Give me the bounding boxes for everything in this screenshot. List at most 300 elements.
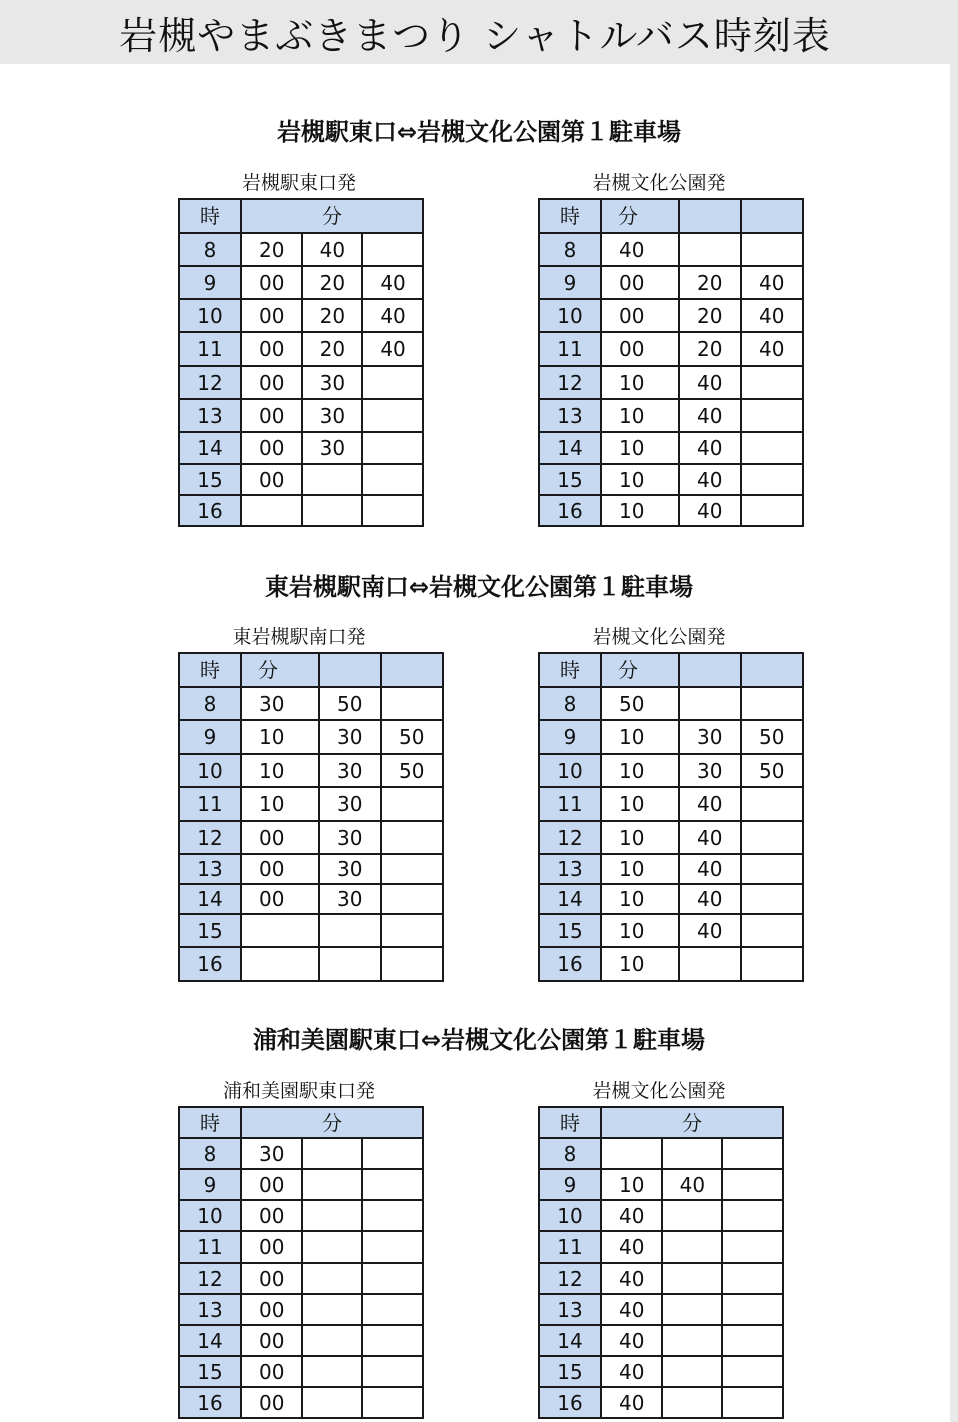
minute-cell: 10 <box>601 914 679 947</box>
table-row <box>539 432 803 464</box>
table-caption: 岩槻文化公園発 <box>592 172 726 194</box>
minute-cell <box>722 1263 783 1294</box>
table-row <box>539 754 803 787</box>
minute-cell: 10 <box>601 884 679 914</box>
minute-cell: 40 <box>302 233 363 266</box>
minute-cell: 00 <box>241 821 319 854</box>
table-row <box>539 233 803 266</box>
minute-cell: 30 <box>319 854 381 884</box>
hour-cell: 16 <box>539 1387 601 1418</box>
minute-cell: 40 <box>679 787 741 821</box>
table-row <box>539 299 803 332</box>
table-row <box>539 821 803 854</box>
minute-cell: 40 <box>741 266 803 299</box>
hour-cell: 10 <box>179 754 241 787</box>
minute-cell <box>362 1200 423 1231</box>
hour-cell: 12 <box>539 1263 601 1294</box>
hour-cell: 16 <box>539 947 601 981</box>
table-row <box>539 332 803 366</box>
table-row <box>179 1231 423 1263</box>
minute-cell <box>381 884 443 914</box>
minute-cell <box>381 914 443 947</box>
table-row <box>179 914 443 947</box>
minute-cell <box>662 1231 723 1263</box>
minute-cell: 10 <box>601 464 679 495</box>
minute-cell: 20 <box>302 299 363 332</box>
minute-cell: 40 <box>601 1356 662 1387</box>
minute-cell: 20 <box>302 332 363 366</box>
minute-cell: 40 <box>601 1294 662 1325</box>
minute-cell: 40 <box>679 464 741 495</box>
minute-cell <box>381 947 443 981</box>
hour-cell: 15 <box>179 1356 241 1387</box>
minute-cell: 30 <box>302 432 363 464</box>
hour-cell: 13 <box>179 1294 241 1325</box>
table-row <box>179 233 423 266</box>
minute-cell: 30 <box>302 399 363 432</box>
minute-cell <box>362 1325 423 1356</box>
minute-cell: 40 <box>741 299 803 332</box>
minute-cell: 40 <box>362 332 423 366</box>
minute-cell <box>362 1263 423 1294</box>
header-empty-cell <box>741 653 803 687</box>
table-header-row <box>539 1107 783 1138</box>
hour-cell: 14 <box>539 884 601 914</box>
minute-cell: 00 <box>241 1263 302 1294</box>
section-title-iwatsuki-east: 岩槻駅東口⇔岩槻文化公園第１駐車場 <box>276 118 682 146</box>
minute-cell: 40 <box>679 884 741 914</box>
header-empty-cell <box>319 653 381 687</box>
minute-cell <box>302 1263 363 1294</box>
minute-cell <box>741 947 803 981</box>
hour-cell: 8 <box>179 1138 241 1169</box>
table-row <box>539 1200 783 1231</box>
minute-cell <box>679 687 741 720</box>
table-row <box>539 1263 783 1294</box>
hour-cell: 9 <box>539 1169 601 1200</box>
right-edge-strip <box>950 0 958 1422</box>
hour-cell: 13 <box>539 1294 601 1325</box>
minute-cell: 00 <box>241 1231 302 1263</box>
minute-cell <box>302 1294 363 1325</box>
minute-cell <box>741 884 803 914</box>
minute-cell: 10 <box>241 787 319 821</box>
minute-cell: 00 <box>241 266 302 299</box>
minute-cell: 40 <box>362 299 423 332</box>
table-row <box>179 366 423 399</box>
minute-cell <box>362 495 423 526</box>
minute-cell: 30 <box>319 787 381 821</box>
minute-cell: 10 <box>601 432 679 464</box>
table-row <box>539 854 803 884</box>
minute-cell <box>362 366 423 399</box>
hour-cell: 13 <box>179 399 241 432</box>
minute-cell: 50 <box>381 754 443 787</box>
minute-cell: 40 <box>601 233 679 266</box>
minute-cell <box>302 495 363 526</box>
table-header-row <box>179 653 443 687</box>
minute-cell <box>662 1263 723 1294</box>
minute-cell: 00 <box>241 332 302 366</box>
hour-cell: 11 <box>179 1231 241 1263</box>
header-minute: 分 <box>241 1107 423 1138</box>
minute-cell: 30 <box>302 366 363 399</box>
minute-cell: 40 <box>679 914 741 947</box>
hour-cell: 14 <box>179 884 241 914</box>
minute-cell <box>381 821 443 854</box>
table-row <box>179 1263 423 1294</box>
table-row <box>539 495 803 526</box>
minute-cell <box>302 1356 363 1387</box>
minute-cell: 40 <box>679 821 741 854</box>
minute-cell: 20 <box>241 233 302 266</box>
minute-cell: 00 <box>241 432 302 464</box>
hour-cell: 8 <box>539 1138 601 1169</box>
section-title-urawa-misono-east: 浦和美園駅東口⇔岩槻文化公園第１駐車場 <box>252 1026 706 1054</box>
table-row <box>179 1294 423 1325</box>
timetable <box>538 198 804 527</box>
hour-cell: 9 <box>179 266 241 299</box>
minute-cell: 10 <box>241 720 319 754</box>
minute-cell: 50 <box>601 687 679 720</box>
minute-cell <box>362 1169 423 1200</box>
hour-cell: 9 <box>179 720 241 754</box>
minute-cell <box>741 495 803 526</box>
hour-cell: 11 <box>179 787 241 821</box>
minute-cell: 00 <box>241 1294 302 1325</box>
minute-cell <box>362 1356 423 1387</box>
hour-cell: 15 <box>179 914 241 947</box>
hour-cell: 16 <box>179 495 241 526</box>
table-row <box>179 266 423 299</box>
header-empty-cell <box>679 199 741 233</box>
minute-cell: 10 <box>601 947 679 981</box>
minute-cell: 30 <box>241 687 319 720</box>
minute-cell: 50 <box>741 720 803 754</box>
minute-cell: 30 <box>679 754 741 787</box>
table-row <box>179 464 423 495</box>
minute-cell: 10 <box>241 754 319 787</box>
table-row <box>179 884 443 914</box>
timetable <box>538 1106 784 1419</box>
table-row <box>539 884 803 914</box>
minute-cell: 40 <box>679 399 741 432</box>
minute-cell <box>722 1169 783 1200</box>
minute-cell: 40 <box>601 1200 662 1231</box>
hour-cell: 8 <box>179 687 241 720</box>
hour-cell: 12 <box>179 366 241 399</box>
minute-cell: 00 <box>241 1356 302 1387</box>
minute-cell <box>302 1138 363 1169</box>
hour-cell: 15 <box>179 464 241 495</box>
minute-cell: 40 <box>741 332 803 366</box>
minute-cell: 00 <box>241 464 302 495</box>
minute-cell <box>741 821 803 854</box>
table-row <box>539 1325 783 1356</box>
minute-cell: 40 <box>601 1231 662 1263</box>
minute-cell <box>381 687 443 720</box>
minute-cell: 30 <box>241 1138 302 1169</box>
table-row <box>539 687 803 720</box>
table-row <box>539 266 803 299</box>
minute-cell: 10 <box>601 495 679 526</box>
minute-cell <box>662 1356 723 1387</box>
header-hour: 時 <box>179 199 241 233</box>
table-row <box>539 947 803 981</box>
minute-cell: 40 <box>679 432 741 464</box>
minute-cell: 20 <box>302 266 363 299</box>
minute-cell <box>722 1200 783 1231</box>
header-hour: 時 <box>539 1107 601 1138</box>
timetable <box>178 198 424 527</box>
minute-cell: 40 <box>601 1387 662 1418</box>
minute-cell: 20 <box>679 266 741 299</box>
minute-cell <box>741 854 803 884</box>
minute-cell: 10 <box>601 1169 662 1200</box>
table-row <box>179 1200 423 1231</box>
table-row <box>179 495 423 526</box>
minute-cell: 20 <box>679 332 741 366</box>
minute-cell <box>662 1200 723 1231</box>
minute-cell <box>302 1387 363 1418</box>
header-minute: 分 <box>601 1107 783 1138</box>
minute-cell: 00 <box>601 299 679 332</box>
minute-cell <box>319 914 381 947</box>
hour-cell: 15 <box>539 1356 601 1387</box>
table-row <box>179 399 423 432</box>
minute-cell <box>741 787 803 821</box>
hour-cell: 11 <box>179 332 241 366</box>
minute-cell <box>722 1356 783 1387</box>
header-hour: 時 <box>539 199 601 233</box>
hour-cell: 12 <box>179 1263 241 1294</box>
hour-cell: 10 <box>539 299 601 332</box>
hour-cell: 8 <box>539 233 601 266</box>
minute-cell <box>722 1231 783 1263</box>
minute-cell <box>662 1325 723 1356</box>
table-row <box>539 366 803 399</box>
minute-cell <box>381 787 443 821</box>
hour-cell: 16 <box>539 495 601 526</box>
minute-cell: 30 <box>319 720 381 754</box>
minute-cell: 30 <box>319 754 381 787</box>
table-header-row <box>179 199 423 233</box>
minute-cell <box>741 914 803 947</box>
table-row <box>539 914 803 947</box>
table-caption: 岩槻駅東口発 <box>241 172 356 194</box>
minute-cell: 10 <box>601 821 679 854</box>
minute-cell: 00 <box>241 1387 302 1418</box>
hour-cell: 11 <box>539 332 601 366</box>
minute-cell: 00 <box>241 884 319 914</box>
table-caption: 浦和美園駅東口発 <box>222 1080 375 1102</box>
minute-cell <box>302 1200 363 1231</box>
table-row <box>179 432 423 464</box>
hour-cell: 10 <box>539 1200 601 1231</box>
hour-cell: 11 <box>539 1231 601 1263</box>
minute-cell: 00 <box>241 366 302 399</box>
minute-cell <box>362 432 423 464</box>
minute-cell <box>741 687 803 720</box>
table-row <box>539 1231 783 1263</box>
minute-cell <box>662 1138 723 1169</box>
table-row <box>179 720 443 754</box>
minute-cell <box>362 1138 423 1169</box>
minute-cell: 50 <box>319 687 381 720</box>
header-empty-cell <box>381 653 443 687</box>
minute-cell <box>362 233 423 266</box>
minute-cell <box>741 464 803 495</box>
minute-cell: 00 <box>241 1325 302 1356</box>
minute-cell: 40 <box>362 266 423 299</box>
table-row <box>539 399 803 432</box>
table-row <box>539 787 803 821</box>
header-empty-cell <box>679 653 741 687</box>
hour-cell: 16 <box>179 1387 241 1418</box>
hour-cell: 15 <box>539 914 601 947</box>
hour-cell: 16 <box>179 947 241 981</box>
minute-cell: 30 <box>319 884 381 914</box>
table-row <box>179 854 443 884</box>
hour-cell: 14 <box>539 432 601 464</box>
hour-cell: 10 <box>179 299 241 332</box>
minute-cell <box>302 1325 363 1356</box>
table-row <box>179 947 443 981</box>
minute-cell <box>302 1169 363 1200</box>
table-row <box>179 1169 423 1200</box>
table-row <box>539 1138 783 1169</box>
hour-cell: 13 <box>179 854 241 884</box>
minute-cell: 00 <box>241 399 302 432</box>
hour-cell: 12 <box>539 366 601 399</box>
hour-cell: 9 <box>539 720 601 754</box>
header-hour: 時 <box>179 1107 241 1138</box>
table-row <box>539 1294 783 1325</box>
table-header-row <box>179 1107 423 1138</box>
minute-cell: 00 <box>241 1200 302 1231</box>
hour-cell: 12 <box>539 821 601 854</box>
table-row <box>179 1356 423 1387</box>
hour-cell: 9 <box>179 1169 241 1200</box>
section-title-higashi-iwatsuki-south: 東岩槻駅南口⇔岩槻文化公園第１駐車場 <box>264 573 694 601</box>
minute-cell <box>722 1138 783 1169</box>
minute-cell <box>679 233 741 266</box>
timetable <box>178 652 444 982</box>
table-header-row <box>539 653 803 687</box>
table-header-row <box>539 199 803 233</box>
minute-cell <box>241 914 319 947</box>
minute-cell <box>679 947 741 981</box>
hour-cell: 8 <box>179 233 241 266</box>
hour-cell: 13 <box>539 854 601 884</box>
minute-cell <box>741 233 803 266</box>
minute-cell <box>302 1231 363 1263</box>
minute-cell: 00 <box>241 1169 302 1200</box>
minute-cell <box>741 366 803 399</box>
timetable <box>538 652 804 982</box>
table-row <box>179 1138 423 1169</box>
minute-cell <box>362 1231 423 1263</box>
minute-cell: 40 <box>601 1325 662 1356</box>
hour-cell: 14 <box>179 432 241 464</box>
minute-cell: 00 <box>241 299 302 332</box>
table-row <box>179 754 443 787</box>
table-caption: 東岩槻駅南口発 <box>232 626 366 648</box>
header-hour: 時 <box>179 653 241 687</box>
minute-cell <box>741 432 803 464</box>
minute-cell: 50 <box>381 720 443 754</box>
minute-cell <box>362 1294 423 1325</box>
minute-cell: 50 <box>741 754 803 787</box>
hour-cell: 12 <box>179 821 241 854</box>
minute-cell <box>722 1325 783 1356</box>
table-row <box>179 299 423 332</box>
hour-cell: 13 <box>539 399 601 432</box>
minute-cell <box>722 1387 783 1418</box>
minute-cell <box>722 1294 783 1325</box>
hour-cell: 8 <box>539 687 601 720</box>
minute-cell: 40 <box>601 1263 662 1294</box>
header-minute: 分 <box>601 199 679 233</box>
hour-cell: 10 <box>539 754 601 787</box>
minute-cell: 10 <box>601 399 679 432</box>
table-row <box>179 1325 423 1356</box>
table-row <box>179 687 443 720</box>
table-row <box>179 787 443 821</box>
header-hour: 時 <box>539 653 601 687</box>
table-caption: 岩槻文化公園発 <box>592 626 726 648</box>
minute-cell: 00 <box>241 854 319 884</box>
table-row <box>539 1169 783 1200</box>
minute-cell <box>662 1387 723 1418</box>
minute-cell <box>362 464 423 495</box>
table-row <box>179 821 443 854</box>
minute-cell <box>241 947 319 981</box>
minute-cell: 10 <box>601 787 679 821</box>
table-row <box>539 464 803 495</box>
hour-cell: 14 <box>179 1325 241 1356</box>
hour-cell: 9 <box>539 266 601 299</box>
minute-cell <box>362 399 423 432</box>
minute-cell: 00 <box>601 332 679 366</box>
minute-cell: 30 <box>679 720 741 754</box>
minute-cell <box>362 1387 423 1418</box>
minute-cell: 40 <box>679 495 741 526</box>
timetable <box>178 1106 424 1419</box>
header-minute: 分 <box>241 199 423 233</box>
table-caption: 岩槻文化公園発 <box>592 1080 726 1102</box>
header-minute: 分 <box>241 653 319 687</box>
minute-cell <box>302 464 363 495</box>
table-row <box>539 720 803 754</box>
table-row <box>539 1387 783 1418</box>
minute-cell: 20 <box>679 299 741 332</box>
minute-cell: 10 <box>601 720 679 754</box>
minute-cell <box>319 947 381 981</box>
minute-cell: 00 <box>601 266 679 299</box>
table-row <box>539 1356 783 1387</box>
hour-cell: 15 <box>539 464 601 495</box>
page-title: 岩槻やまぶきまつり シャトルバス時刻表 <box>0 0 950 64</box>
minute-cell <box>662 1294 723 1325</box>
minute-cell: 30 <box>319 821 381 854</box>
minute-cell <box>381 854 443 884</box>
minute-cell <box>741 399 803 432</box>
minute-cell: 10 <box>601 366 679 399</box>
minute-cell <box>241 495 302 526</box>
minute-cell: 10 <box>601 754 679 787</box>
table-row <box>179 332 423 366</box>
